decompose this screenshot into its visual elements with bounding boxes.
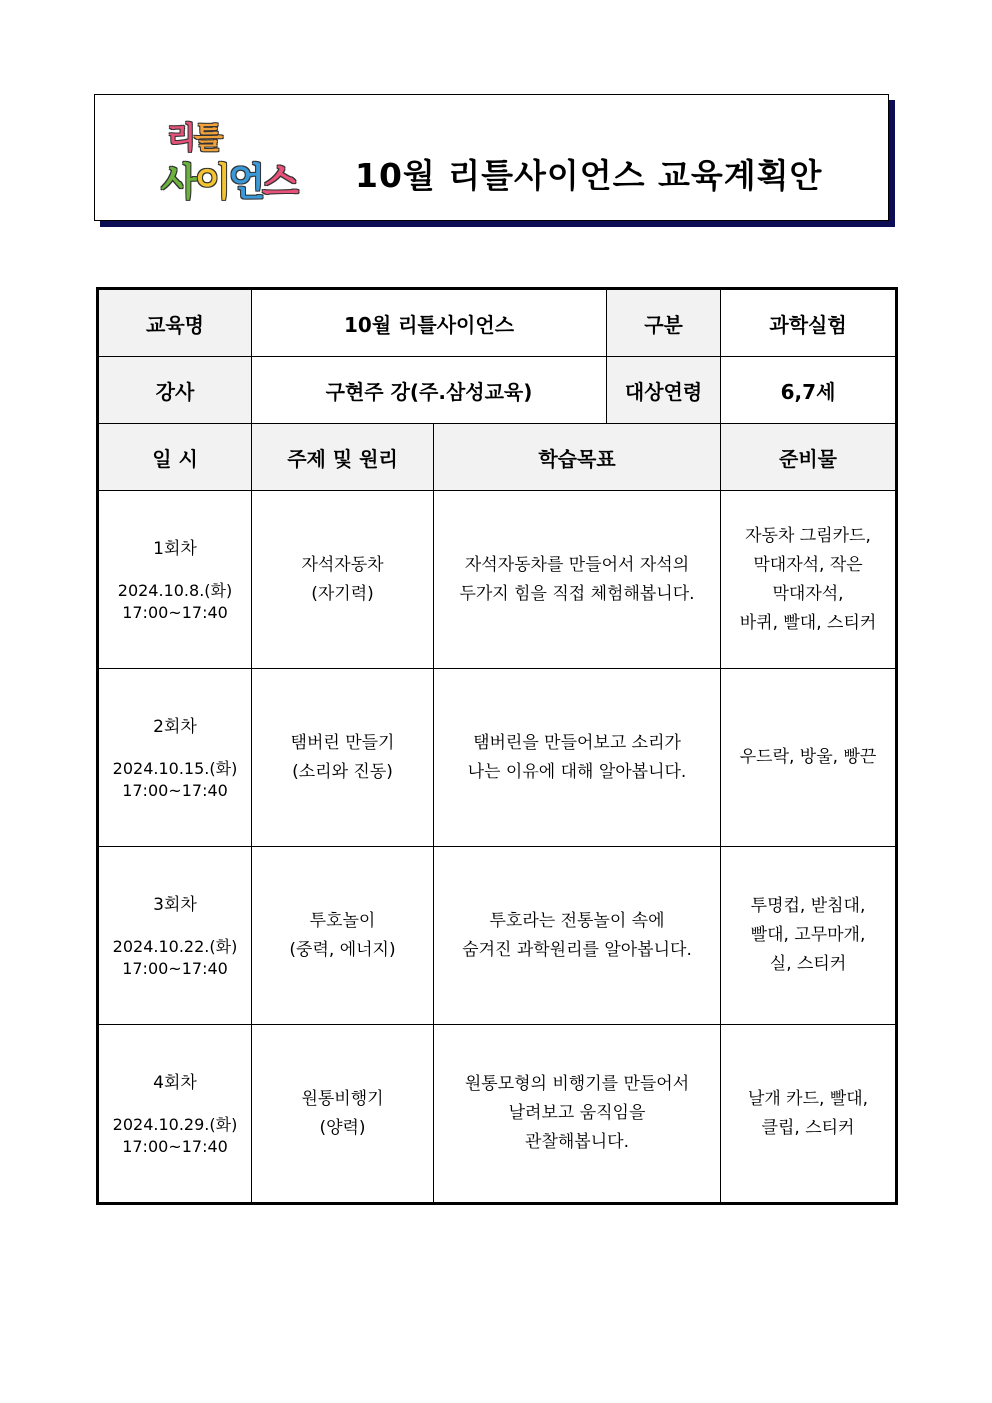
education-name: 10월 리틀사이언스 (252, 290, 607, 357)
goal-line: 탬버린을 만들어보고 소리가 (473, 732, 681, 753)
session-time: 17:00~17:40 (122, 1137, 228, 1156)
session-goal-cell (434, 669, 721, 847)
label-category: 구분 (607, 290, 721, 357)
goal-line: 원통모형의 비행기를 만들어서 (464, 1074, 690, 1094)
session-date: 2024.10.22.(화) (112, 937, 238, 956)
session-goal-cell (434, 847, 721, 1025)
materials-line: 날개 카드, 빨대, (747, 1088, 869, 1109)
session-date-cell (99, 847, 252, 1025)
label-instructor: 강사 (99, 357, 252, 424)
session-materials-cell (721, 491, 896, 669)
header-goal: 학습목표 (434, 424, 721, 491)
session-materials-cell (721, 669, 896, 847)
session-topic-cell (252, 847, 434, 1025)
info-row-instructor (99, 357, 896, 424)
session-date: 2024.10.29.(화) (112, 1115, 238, 1134)
label-target-age: 대상연령 (607, 357, 721, 424)
session-topic-cell (252, 1025, 434, 1203)
materials-line: 클립, 스티커 (761, 1117, 855, 1138)
category: 과학실험 (721, 290, 896, 357)
materials-line: 막대자석, (772, 583, 844, 604)
session-row (99, 669, 896, 847)
session-round: 3회차 (153, 895, 197, 915)
materials-line: 자동차 그림카드, (745, 525, 871, 546)
session-materials-cell (721, 847, 896, 1025)
goal-line: 자석자동차를 만들어서 자석의 (464, 554, 690, 575)
session-date-cell (99, 491, 252, 669)
session-round: 4회차 (153, 1073, 197, 1093)
logo-char: 사 (161, 160, 195, 204)
session-time: 17:00~17:40 (122, 603, 228, 622)
session-time: 17:00~17:40 (122, 959, 228, 978)
materials-line: 빨대, 고무마개, (750, 925, 866, 945)
page-title: 10월 리틀사이언스 교육계획안 (355, 156, 823, 195)
session-principle: (소리와 진동) (292, 761, 393, 782)
session-topic: 자석자동차 (301, 554, 384, 575)
session-round: 1회차 (153, 539, 197, 559)
logo-char: 리 (167, 121, 194, 156)
materials-line: 우드락, 방울, 빵끈 (739, 747, 877, 767)
session-principle: (양력) (319, 1117, 366, 1138)
logo-line-2 (161, 151, 296, 206)
session-principle: (자기력) (311, 583, 374, 604)
header-materials: 준비물 (721, 424, 896, 491)
info-row-name (99, 290, 896, 357)
session-topic: 원통비행기 (301, 1088, 384, 1109)
header-date: 일 시 (99, 424, 252, 491)
logo-char: 언 (228, 160, 263, 204)
session-principle: (중력, 에너지) (289, 939, 396, 960)
header-topic: 주제 및 원리 (252, 424, 434, 491)
session-date: 2024.10.15.(화) (112, 759, 238, 778)
session-row (99, 1025, 896, 1203)
title-box (94, 94, 889, 221)
session-materials-cell (721, 1025, 896, 1203)
session-topic: 투호놀이 (309, 910, 376, 931)
materials-line: 투명컵, 받침대, (750, 896, 866, 916)
session-goal-cell (434, 491, 721, 669)
session-topic: 탬버린 만들기 (290, 732, 395, 753)
goal-line: 날려보고 움직임을 (508, 1103, 646, 1123)
session-date: 2024.10.8.(화) (117, 581, 233, 600)
logo-char: 이 (194, 160, 229, 204)
goal-line: 관찰해봅니다. (525, 1132, 629, 1152)
target-age: 6,7세 (721, 357, 896, 424)
session-topic-cell (252, 491, 434, 669)
goal-line: 숨겨진 과학원리를 알아봅니다. (462, 939, 692, 960)
education-plan-table (98, 289, 896, 1203)
little-science-logo (161, 113, 326, 203)
session-goal-cell (434, 1025, 721, 1203)
session-row (99, 491, 896, 669)
materials-line: 실, 스티커 (769, 954, 847, 974)
session-time: 17:00~17:40 (122, 781, 228, 800)
materials-line: 막대자석, 작은 (753, 554, 863, 575)
session-date-cell (99, 1025, 252, 1203)
session-round: 2회차 (153, 717, 197, 737)
goal-line: 나는 이유에 대해 알아봅니다. (467, 761, 687, 782)
instructor: 구현주 강(주.삼성교육) (252, 357, 607, 424)
label-education-name: 교육명 (99, 290, 252, 357)
logo-char: 스 (262, 160, 296, 204)
session-date-cell (99, 669, 252, 847)
goal-line: 두가지 힘을 직접 체험해봅니다. (459, 583, 695, 604)
materials-line: 바퀴, 빨대, 스티커 (739, 612, 877, 633)
session-row (99, 847, 896, 1025)
logo-char: 틀 (193, 121, 221, 156)
session-topic-cell (252, 669, 434, 847)
goal-line: 투호라는 전통놀이 속에 (489, 910, 665, 931)
column-header-row (99, 424, 896, 491)
